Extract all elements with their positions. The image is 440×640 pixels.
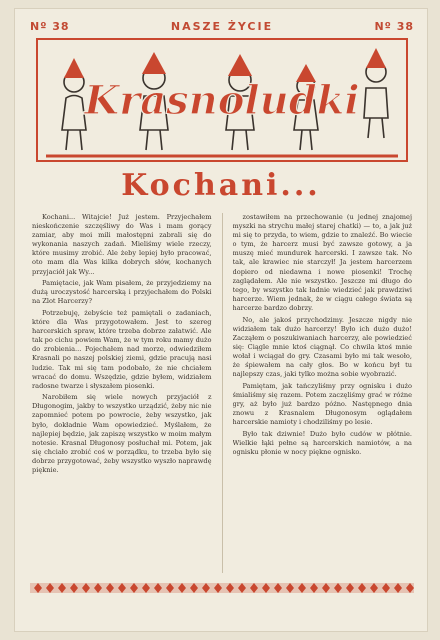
article-column-left — [32, 213, 212, 573]
article-paragraph: No, ale jakoś przychodzimy. Jeszcze nigdy nie widziałem tak dużo harcerzy! Było ich dużo dużo! Zacząłem o poszukiwaniach harcerzy, ale powiedzieć się: Ciągle mnie ktoś ciągnął. Co chwila ktoś mnie wołał i wciągał do gry. Czasami było mi tak wesoło, że śpiewałem na cały głos. Bo w końcu był tu najlepszy czas, jaki tylko można sobie wyobrazić. — [232, 315, 412, 379]
article-headline: Kochani... — [121, 168, 321, 203]
article-paragraph: Pamiętam, jak tańczyliśmy przy ognisku i dużo śmialiśmy się razem. Potem zaczęliśmy grać w różne gry, aż było już bardzo późno. Następnego dnia znowu z Krasnalem Długonosym oglądałem harcerskie namioty i chodziliśmy po lesie. — [232, 381, 412, 427]
article-column-right — [233, 213, 413, 573]
article-paragraph: zostawiłem na przechowanie (u jednej znajomej myszki na strychu małej starej chatki) — to, a jak już mi się to przyda, to wiem, gdzie to znaleźć. Bo wiecie o tym, że harcerz musi być zawsze gotowy, a ja muszę mieć mundurek harcerski. I zawsze tak. No tak, ale krawiec nie starczył! Ja jestem harcerzem dopiero od niedawna i nowe piosenki! Trochę zaglądałem. Ale nie wszystko. Jeszcze mi długo do tego, by wszystko tak ładnie wiedzieć jak prawdziwi harcerze. Wiem jednak, że w ciągu całego świata są harcerze bardzo dobrzy. — [232, 213, 412, 312]
article-paragraph: Kochani... Witajcie! Już jestem. Przyjechałem nieskończenie szczęśliwy do Was i mam gorący zamiar, aby moi mili małostępni zabrali się do wykonania naszych zadań. Mieliśmy wiele rzeczy, które musimy zrobić. Ale żeby lepiej było pracować, oto mam dla Was kilka dobrych słów, kochanych przyjaciół jak Wy... — [32, 213, 212, 276]
issue-number-left: Nº 38 — [30, 20, 70, 33]
article-paragraph: Potrzebuję, żebyście też pamiętali o zadaniach, które dla Was przygotowałem. Jest to szereg harcerskich spraw, które trzeba dobrze załatwić. Ale tak po cichu powiem Wam, że w tym roku mamy dużo do zrobienia... Pojechałem nad morze, odwiedziłem Krasnali po naszej polskiej ziemi, gdzie pracują nasi ludzie. Tak mi się tam podobało, że nie chciałem wracać do domu. Wszędzie, gdzie byłem, widziałem radosne twarze i słyszałem piosenki. — [32, 308, 212, 390]
article-paragraph: Było tak dziwnie! Dużo było cudów w płótnie. Wielkie łąki pełne są harcerskich namiotów, a na ognisku płonie w nocy piękne ognisko. — [232, 429, 412, 456]
magazine-page — [14, 8, 428, 632]
column-divider — [222, 213, 223, 573]
article-paragraph: Pamiętacie, jak Wam pisałem, że przyjedziemy na dużą uroczystość harcerską i przyjechałem do Polski na Zlot Harcerzy? — [32, 279, 212, 306]
magazine-name: NASZE ŻYCIE — [170, 20, 274, 33]
masthead — [30, 20, 414, 36]
krasnoludki-banner — [36, 38, 408, 162]
banner-title: Krasnoludki — [84, 77, 360, 124]
article-body — [32, 213, 412, 573]
issue-number-right: Nº 38 — [374, 20, 414, 33]
article-paragraph: Narobiłem się wiele nowych przyjaciół z Długonogim, jakby to wszystko urządzić, żeby nic nie zapomnieć potem po powrocie, żeby wszystko, jak było, dokładnie Wam opowiedzieć. Myślałem, że najlepiej będzie, jak zapiszę wszystko w moim małym notesie. Krasnal Długonosy posłuchał mi. Potem, jak się chciało zrobić coś w porządku, to trzeba było się dobrze przygotować, żeby wszystko wyszło naprawdę pięknie. — [32, 393, 212, 475]
decorative-border — [30, 580, 414, 596]
